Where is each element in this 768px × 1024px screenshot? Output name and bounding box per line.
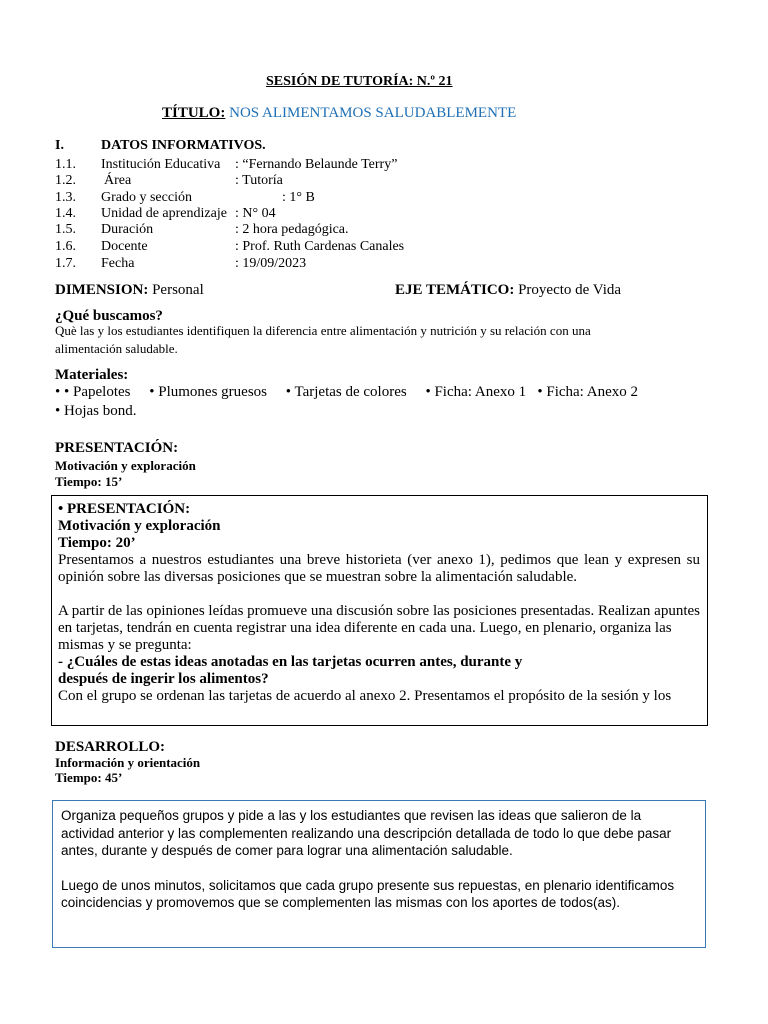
- section-number: I.: [55, 138, 64, 153]
- box-heading: • PRESENTACIÓN:: [58, 501, 191, 517]
- eje-value: Proyecto de Vida: [514, 282, 622, 298]
- datos-row-number: 1.5.: [55, 222, 76, 237]
- materiales-heading: Materiales:: [55, 367, 129, 383]
- desarrollo-heading: DESARROLLO:: [55, 739, 166, 755]
- materiales-list-2: • Hojas bond.: [55, 403, 137, 419]
- datos-row-value: : Tutoría: [235, 173, 283, 188]
- title-value: NOS ALIMENTAMOS SALUDABLEMENTE: [225, 105, 517, 121]
- datos-row-label: Docente: [101, 239, 148, 254]
- box-paragraph-1: Presentamos a nuestros estudiantes una breve historieta (ver anexo 1), pedimos que lean y expresen su opinión sobre las diversas posiciones que se muestran sobre la alimentación saludable.: [58, 552, 700, 585]
- que-buscamos-text-2: alimentación saludable.: [55, 341, 178, 356]
- presentacion-sub: Motivación y exploración: [55, 458, 196, 473]
- eje-label: EJE TEMÁTICO:: [395, 282, 515, 298]
- spacer: [58, 586, 700, 603]
- datos-row-value: : “Fernando Belaunde Terry”: [235, 157, 398, 172]
- datos-row-number: 1.7.: [55, 256, 76, 271]
- desarrollo-box: [52, 800, 706, 948]
- box-question-2: después de ingerir los alimentos?: [58, 671, 269, 687]
- datos-row-value: : 19/09/2023: [235, 256, 307, 271]
- datos-row-label: Área: [104, 173, 132, 188]
- page-title: [162, 105, 516, 122]
- datos-row-label: Institución Educativa: [101, 157, 221, 172]
- dimension-line: [55, 282, 204, 299]
- title-label: TÍTULO:: [162, 105, 226, 121]
- datos-row-value: : N° 04: [235, 206, 276, 221]
- datos-row-number: 1.6.: [55, 239, 76, 254]
- box-paragraph-3: mismas y se pregunta:: [58, 637, 192, 653]
- datos-row-number: 1.1.: [55, 157, 76, 172]
- desarrollo-sub: Información y orientación: [55, 755, 201, 770]
- eje-line: [395, 282, 621, 299]
- box-time: Tiempo: 20’: [58, 535, 136, 551]
- presentacion-box: [51, 495, 708, 726]
- desarrollo-time: Tiempo: 45’: [55, 770, 123, 785]
- box-paragraph-2: A partir de las opiniones leídas promueve una discusión sobre las posiciones presentadas. Realizan apuntes en tarjetas, tendrán en cuenta registrar una idea diferente en cada una. Luego, en plenario, organiza las: [58, 603, 700, 636]
- spacer: [61, 860, 697, 877]
- datos-row-value: : Prof. Ruth Cardenas Canales: [235, 239, 405, 254]
- box-paragraph-4: Con el grupo se ordenan las tarjetas de acuerdo al anexo 2. Presentamos el propósito de la sesión y los: [58, 688, 672, 704]
- datos-row-value: : 2 hora pedagógica.: [235, 222, 349, 237]
- presentacion-time: Tiempo: 15’: [55, 474, 123, 489]
- dimension-label: DIMENSION:: [55, 282, 149, 298]
- presentacion-heading: PRESENTACIÓN:: [55, 440, 179, 456]
- que-buscamos-heading: ¿Qué buscamos?: [55, 308, 163, 324]
- desarrollo-paragraph-1: Organiza pequeños grupos y pide a las y los estudiantes que revisen las ideas que salieron de la actividad anterior y las complementen realizando una descripción detallada de todo lo que debe pasar antes, durante y después de comer para lograr una alimentación saludable.: [61, 808, 672, 858]
- que-buscamos-text-1: Què las y los estudiantes identifiquen la diferencia entre alimentación y nutrición y su relación con una: [55, 323, 591, 338]
- datos-row-label: Fecha: [101, 256, 135, 271]
- datos-row-number: 1.4.: [55, 206, 76, 221]
- datos-row-label: Unidad de aprendizaje: [101, 206, 227, 221]
- datos-row-number: 1.3.: [55, 190, 76, 205]
- box-sub: Motivación y exploración: [58, 518, 221, 534]
- datos-heading: DATOS INFORMATIVOS.: [101, 138, 266, 153]
- datos-row-label: Duración: [101, 222, 154, 237]
- datos-row-number: 1.2.: [55, 173, 76, 188]
- box-question-1: - ¿Cuáles de estas ideas anotadas en las tarjetas ocurren antes, durante y: [58, 654, 523, 670]
- datos-row-label: Grado y sección: [101, 190, 192, 205]
- session-title: SESIÓN DE TUTORÍA: N.º 21: [266, 74, 453, 89]
- datos-row-value: : 1° B: [282, 190, 315, 205]
- desarrollo-paragraph-2: Luego de unos minutos, solicitamos que cada grupo presente sus repuestas, en plenario identificamos coincidencias y promovemos que se complementen las mismas con los aportes de todos(as).: [61, 877, 675, 910]
- materiales-list-1: • • Papelotes • Plumones gruesos • Tarjetas de colores • Ficha: Anexo 1 • Ficha: Anexo 2: [55, 384, 639, 400]
- dimension-value: Personal: [148, 282, 204, 298]
